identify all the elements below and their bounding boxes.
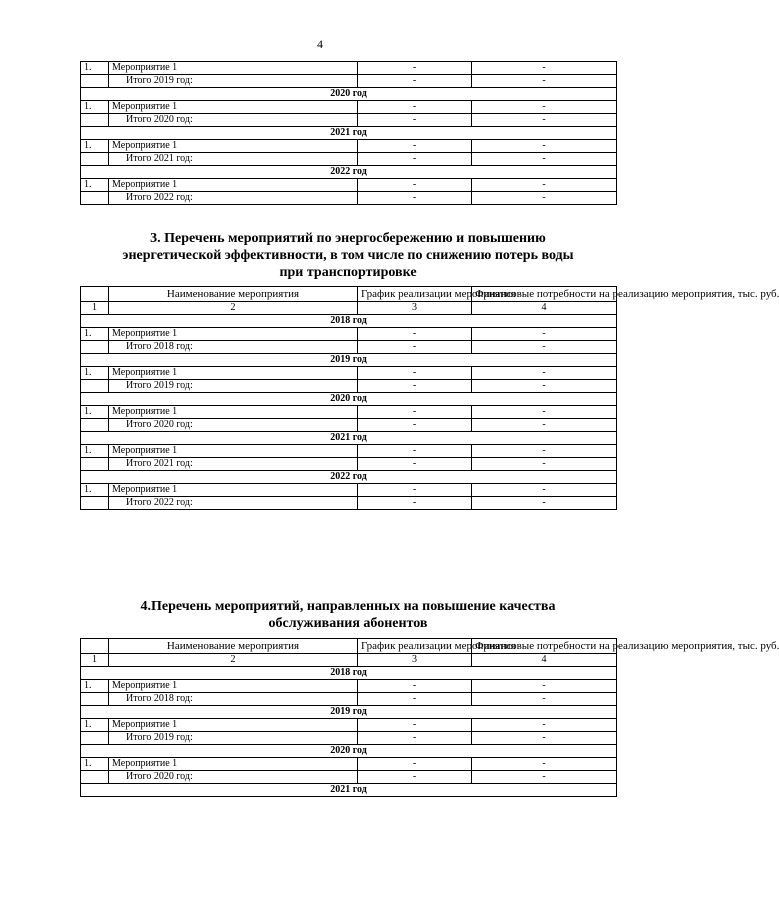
- schedule-cell: -: [358, 367, 472, 380]
- activity-name: Мероприятие 1: [109, 367, 358, 380]
- activity-name: Итого 2022 год:: [109, 192, 358, 205]
- total-row: [81, 341, 617, 354]
- section-3-title-line: 3. Перечень мероприятий по энергосбережению и повышению: [150, 231, 546, 246]
- schedule-cell: -: [358, 458, 472, 471]
- table-row: [81, 367, 617, 380]
- row-number: [81, 693, 109, 706]
- activity-name: Итого 2019 год:: [109, 380, 358, 393]
- total-row: [81, 732, 617, 745]
- column-number: 1: [81, 302, 109, 315]
- total-row: [81, 380, 617, 393]
- finance-cell: -: [472, 114, 617, 127]
- finance-cell: -: [472, 497, 617, 510]
- year-row: [81, 784, 617, 797]
- table-row: [81, 179, 617, 192]
- finance-cell: -: [472, 101, 617, 114]
- year-row: [81, 706, 617, 719]
- year-row: [81, 354, 617, 367]
- column-number: 2: [109, 302, 358, 315]
- activity-name: Мероприятие 1: [109, 719, 358, 732]
- total-row: [81, 771, 617, 784]
- year-row: [81, 745, 617, 758]
- schedule-cell: -: [358, 693, 472, 706]
- row-number: 1.: [81, 62, 109, 75]
- schedule-cell: -: [358, 484, 472, 497]
- finance-cell: -: [472, 693, 617, 706]
- column-header: [81, 639, 109, 654]
- activity-name: Итого 2020 год:: [109, 419, 358, 432]
- finance-cell: -: [472, 192, 617, 205]
- finance-cell: -: [472, 62, 617, 75]
- schedule-cell: -: [358, 758, 472, 771]
- column-header: Финансовые потребности на реализацию мероприятия, тыс. руб.: [472, 639, 617, 654]
- column-header: Финансовые потребности на реализацию мероприятия, тыс. руб.: [472, 287, 617, 302]
- finance-cell: -: [472, 380, 617, 393]
- year-label: 2019 год: [81, 706, 617, 719]
- table-row: [81, 719, 617, 732]
- row-number: 1.: [81, 445, 109, 458]
- row-number: [81, 771, 109, 784]
- schedule-cell: -: [358, 328, 472, 341]
- column-header: Наименование мероприятия: [109, 639, 358, 654]
- finance-cell: -: [472, 458, 617, 471]
- row-number: [81, 497, 109, 510]
- activity-name: Мероприятие 1: [109, 758, 358, 771]
- schedule-cell: -: [358, 140, 472, 153]
- finance-cell: -: [472, 719, 617, 732]
- schedule-cell: -: [358, 497, 472, 510]
- schedule-cell: -: [358, 732, 472, 745]
- year-row: [81, 471, 617, 484]
- schedule-cell: -: [358, 153, 472, 166]
- schedule-cell: -: [358, 75, 472, 88]
- schedule-cell: -: [358, 680, 472, 693]
- section-4-table: [80, 638, 779, 797]
- activity-name: Мероприятие 1: [109, 328, 358, 341]
- row-number: 1.: [81, 484, 109, 497]
- row-number: [81, 192, 109, 205]
- year-label: 2022 год: [81, 166, 617, 179]
- table-row: [81, 758, 617, 771]
- total-row: [81, 693, 617, 706]
- total-row: [81, 192, 617, 205]
- column-header: График реализации мероприятия: [358, 287, 472, 302]
- column-header: Наименование мероприятия: [109, 287, 358, 302]
- year-row: [81, 432, 617, 445]
- finance-cell: -: [472, 771, 617, 784]
- activity-name: Мероприятие 1: [109, 680, 358, 693]
- activity-name: Мероприятие 1: [109, 406, 358, 419]
- total-row: [81, 458, 617, 471]
- activity-name: Итого 2020 год:: [109, 771, 358, 784]
- year-label: 2020 год: [81, 393, 617, 406]
- activity-name: Мероприятие 1: [109, 484, 358, 497]
- activity-name: Мероприятие 1: [109, 445, 358, 458]
- row-number: [81, 75, 109, 88]
- table-row: [81, 328, 617, 341]
- finance-cell: -: [472, 328, 617, 341]
- total-row: [81, 153, 617, 166]
- year-row: [81, 667, 617, 680]
- section-3-title: [80, 230, 616, 281]
- activity-name: Итого 2019 год:: [109, 75, 358, 88]
- column-number: 4: [472, 654, 617, 667]
- activity-name: Итого 2018 год:: [109, 693, 358, 706]
- finance-cell: -: [472, 406, 617, 419]
- activity-name: Итого 2021 год:: [109, 458, 358, 471]
- table-row: [81, 406, 617, 419]
- year-row: [81, 127, 617, 140]
- table-row: [81, 445, 617, 458]
- year-label: 2022 год: [81, 471, 617, 484]
- column-number: 3: [358, 654, 472, 667]
- activity-name: Мероприятие 1: [109, 140, 358, 153]
- activity-name: Итого 2020 год:: [109, 114, 358, 127]
- schedule-cell: -: [358, 406, 472, 419]
- row-number: 1.: [81, 140, 109, 153]
- schedule-cell: -: [358, 62, 472, 75]
- finance-cell: -: [472, 153, 617, 166]
- year-label: 2021 год: [81, 784, 617, 797]
- schedule-cell: -: [358, 380, 472, 393]
- section-4-title: [80, 598, 616, 632]
- year-label: 2018 год: [81, 667, 617, 680]
- schedule-cell: -: [358, 192, 472, 205]
- year-label: 2021 год: [81, 432, 617, 445]
- activity-name: Мероприятие 1: [109, 62, 358, 75]
- row-number: 1.: [81, 758, 109, 771]
- activity-name: Мероприятие 1: [109, 101, 358, 114]
- schedule-cell: -: [358, 771, 472, 784]
- column-number-row: [81, 302, 617, 315]
- column-number: 2: [109, 654, 358, 667]
- schedule-cell: -: [358, 101, 472, 114]
- year-row: [81, 166, 617, 179]
- row-number: 1.: [81, 719, 109, 732]
- schedule-cell: -: [358, 179, 472, 192]
- year-row: [81, 315, 617, 328]
- year-label: 2021 год: [81, 127, 617, 140]
- year-label: 2020 год: [81, 745, 617, 758]
- row-number: [81, 458, 109, 471]
- schedule-cell: -: [358, 445, 472, 458]
- total-row: [81, 75, 617, 88]
- table-row: [81, 680, 617, 693]
- finance-cell: -: [472, 75, 617, 88]
- row-number: [81, 419, 109, 432]
- table-row: [81, 140, 617, 153]
- schedule-cell: -: [358, 114, 472, 127]
- column-number: 4: [472, 302, 617, 315]
- activity-name: Мероприятие 1: [109, 179, 358, 192]
- total-row: [81, 114, 617, 127]
- finance-cell: -: [472, 484, 617, 497]
- row-number: 1.: [81, 101, 109, 114]
- page-number: 4: [317, 37, 323, 51]
- activity-name: Итого 2018 год:: [109, 341, 358, 354]
- finance-cell: -: [472, 179, 617, 192]
- activity-name: Итого 2022 год:: [109, 497, 358, 510]
- row-number: 1.: [81, 367, 109, 380]
- row-number: 1.: [81, 179, 109, 192]
- column-number: 3: [358, 302, 472, 315]
- column-header: [81, 287, 109, 302]
- year-label: 2020 год: [81, 88, 617, 101]
- finance-cell: -: [472, 367, 617, 380]
- year-label: 2018 год: [81, 315, 617, 328]
- row-number: [81, 341, 109, 354]
- table-row: [81, 62, 617, 75]
- finance-cell: -: [472, 341, 617, 354]
- row-number: 1.: [81, 328, 109, 341]
- row-number: [81, 732, 109, 745]
- section-3-title-line: энергетической эффективности, в том числе по снижению потерь воды: [122, 248, 574, 263]
- year-row: [81, 393, 617, 406]
- finance-cell: -: [472, 140, 617, 153]
- total-row: [81, 419, 617, 432]
- finance-cell: -: [472, 419, 617, 432]
- total-row: [81, 497, 617, 510]
- header-row: [81, 287, 617, 302]
- year-label: 2019 год: [81, 354, 617, 367]
- table-row: [81, 484, 617, 497]
- table-top-continuation: [80, 61, 617, 205]
- row-number: 1.: [81, 406, 109, 419]
- schedule-cell: -: [358, 719, 472, 732]
- table-row: [81, 101, 617, 114]
- finance-cell: -: [472, 758, 617, 771]
- column-header: График реализации мероприятия: [358, 639, 472, 654]
- finance-cell: -: [472, 445, 617, 458]
- header-row: [81, 639, 617, 654]
- activity-name: Итого 2019 год:: [109, 732, 358, 745]
- section-4-title-line: 4.Перечень мероприятий, направленных на повышение качества: [140, 599, 556, 614]
- section-3-title-line: при транспортировке: [279, 265, 417, 280]
- row-number: 1.: [81, 680, 109, 693]
- row-number: [81, 153, 109, 166]
- finance-cell: -: [472, 732, 617, 745]
- section-3-table: [80, 286, 779, 510]
- schedule-cell: -: [358, 419, 472, 432]
- column-number: 1: [81, 654, 109, 667]
- section-4-title-line: обслуживания абонентов: [268, 616, 428, 631]
- column-number-row: [81, 654, 617, 667]
- finance-cell: -: [472, 680, 617, 693]
- row-number: [81, 114, 109, 127]
- activity-name: Итого 2021 год:: [109, 153, 358, 166]
- row-number: [81, 380, 109, 393]
- schedule-cell: -: [358, 341, 472, 354]
- year-row: [81, 88, 617, 101]
